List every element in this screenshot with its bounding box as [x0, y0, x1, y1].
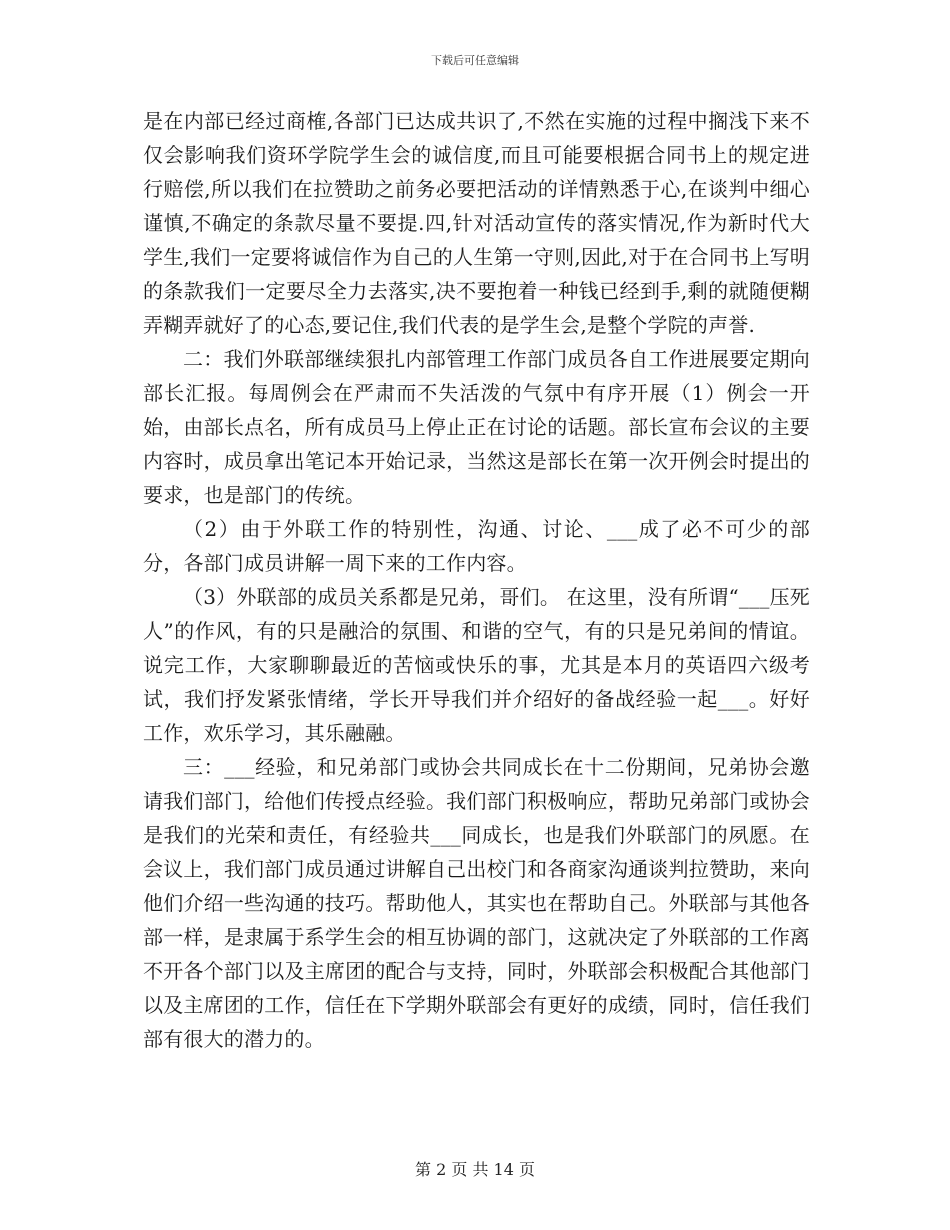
- page-number: 第 2 页 共 14 页: [415, 1160, 535, 1179]
- paragraph-section-two: 二：我们外联部继续狠扎内部管理工作部门成员各自工作进展要定期向部长汇报。每周例会在严肃而不失活泼的气氛中有序开展（1）例会一开始，由部长点名，所有成员马上停止正在讨论的话题。部长宣布会议的主要内容时，成员拿出笔记本开始记录，当然这是部长在第一次开例会时提出的要求，也是部门的传统。: [143, 347, 810, 507]
- page-header: 下载后可任意编辑: [431, 54, 519, 67]
- document-body: [143, 104, 810, 1056]
- paragraph-continuation: 是在内部已经过商榷,各部门已达成共识了,不然在实施的过程中搁浅下来不仅会影响我们资环学院学生会的诚信度,而且可能要根据合同书上的规定进行赔偿,所以我们在拉赞助之前务必要把活动的详情熟悉于心,在谈判中细心谨慎,不确定的条款尽量不要提.四,针对活动宣传的落实情况,作为新时代大学生,我们一定要将诚信作为自己的人生第一守则,因此,对于在合同书上写明的条款我们一定要尽全力去落实,决不要抱着一种钱已经到手,剩的就随便糊弄糊弄就好了的心态,要记住,我们代表的是学生会,是整个学院的声誉.: [143, 109, 810, 337]
- paragraph-section-three: 三：___经验，和兄弟部门或协会共同成长在十二份期间，兄弟协会邀请我们部门，给他们传授点经验。我们部门积极响应，帮助兄弟部门或协会是我们的光荣和责任，有经验共___同成长，也是我们外联部门的夙愿。在会议上，我们部门成员通过讲解自己出校门和各商家沟通谈判拉赞助，来向他们介绍一些沟通的技巧。帮助他人，其实也在帮助自己。外联部与其他各部一样，是隶属于系学生会的相互协调的部门，这就决定了外联部的工作离不开各个部门以及主席团的配合与支持，同时，外联部会积极配合其他部门以及主席团的工作，信任在下学期外联部会有更好的成绩，同时，信任我们部有很大的潜力的。: [143, 755, 810, 1051]
- paragraph-item-three: （3）外联部的成员关系都是兄弟，哥们。 在这里，没有所谓“___压死人”的作风，有的只是融洽的氛围、和谐的空气，有的只是兄弟间的情谊。说完工作，大家聊聊最近的苦恼或快乐的事，尤其是本月的英语四六级考试，我们抒发紧张情绪，学长开导我们并介绍好的备战经验一起___。好好工作，欢乐学习，其乐融融。: [143, 585, 810, 745]
- paragraph-item-two: （2）由于外联工作的特别性，沟通、讨论、___成了必不可少的部分，各部门成员讲解一周下来的工作内容。: [143, 517, 810, 575]
